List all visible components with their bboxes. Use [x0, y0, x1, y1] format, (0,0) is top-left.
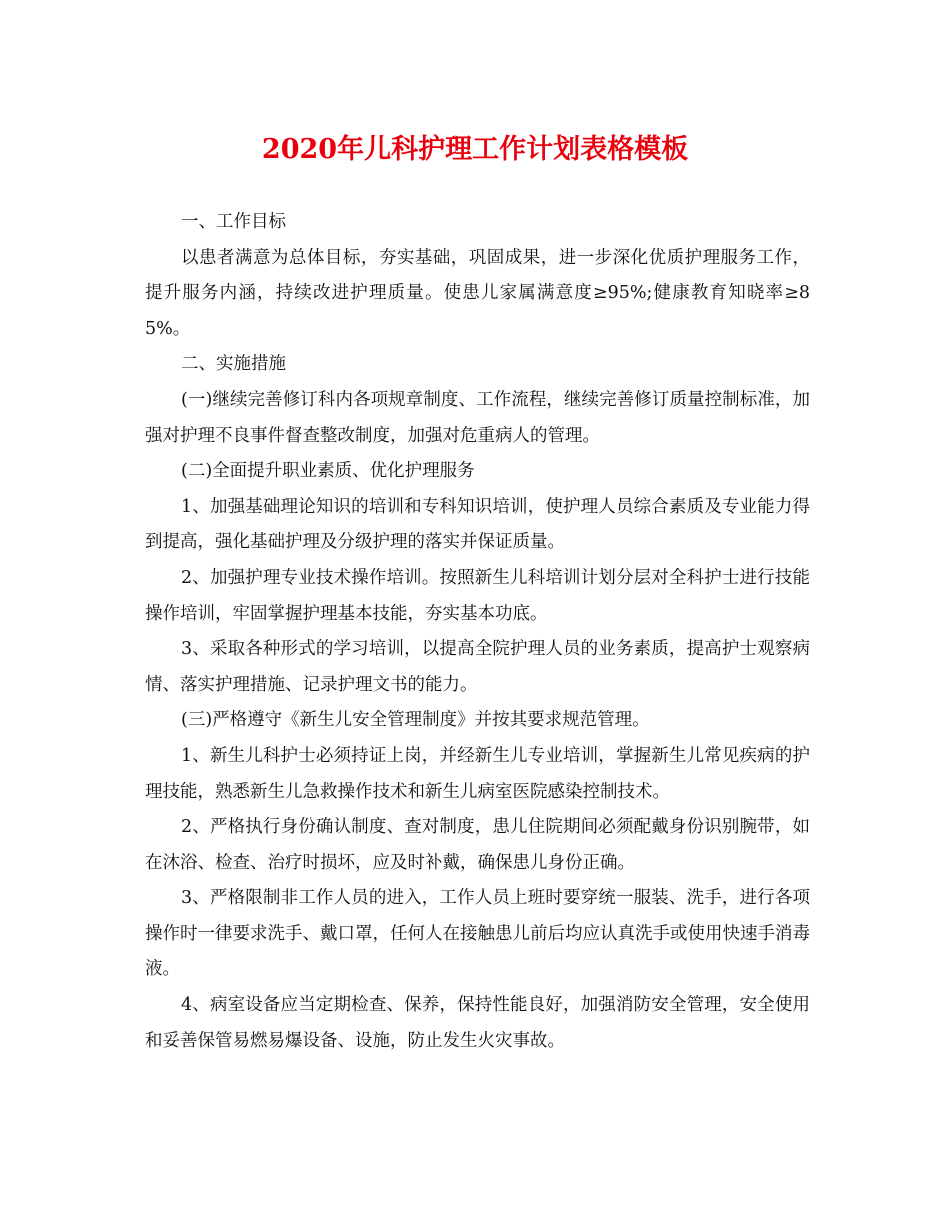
list-item: 2、加强护理专业技术操作培训。按照新生儿科培训计划分层对全科护士进行技能操作培训，牢固掌握护理基本技能，夯实基本功底。 [145, 567, 810, 624]
subsection-heading-3: (三)严格遵守《新生儿安全管理制度》并按其要求规范管理。 [181, 710, 650, 731]
list-item: 3、采取各种形式的学习培训，以提高全院护理人员的业务素质，提高护士观察病情、落实护理措施、记录护理文书的能力。 [145, 639, 810, 695]
list-item: 3、严格限制非工作人员的进入，工作人员上班时要穿统一服装、洗手，进行各项操作时一律要求洗手、戴口罩，任何人在接触患儿前后均应认真洗手或使用快速手消毒液。 [145, 888, 810, 980]
list-item: 4、病室设备应当定期检查、保养，保持性能良好，加强消防安全管理，安全使用和妥善保管易燃易爆设备、设施，防止发生火灾事故。 [145, 995, 810, 1051]
list-item: 2、严格执行身份确认制度、查对制度，患儿住院期间必须配戴身份识别腕带，如在沐浴、检查、治疗时损坏，应及时补戴，确保患儿身份正确。 [145, 817, 810, 873]
document-title: 2020年儿科护理工作计划表格模板 [261, 134, 689, 165]
subsection-heading-2: (二)全面提升职业素质、优化护理服务 [181, 461, 475, 482]
paragraph-goal: 以患者满意为总体目标，夯实基础，巩固成果，进一步深化优质护理服务工作，提升服务内涵，持续改进护理质量。使患儿家属满意度≥95%;健康教育知晓率≥85%。 [145, 247, 810, 339]
list-item: 1、加强基础理论知识的培训和专科知识培训，使护理人员综合素质及专业能力得到提高，强化基础护理及分级护理的落实并保证质量。 [145, 496, 810, 553]
document-body [145, 205, 810, 1059]
section-heading-goal: 一、工作目标 [181, 212, 286, 232]
paragraph-measure-1: (一)继续完善修订科内各项规章制度、工作流程，继续完善修订质量控制标准，加强对护理不良事件督查整改制度，加强对危重病人的管理。 [145, 389, 810, 446]
list-item: 1、新生儿科护士必须持证上岗，并经新生儿专业培训，掌握新生儿常见疾病的护理技能，熟悉新生儿急救操作技术和新生儿病室医院感染控制技术。 [145, 745, 810, 802]
section-heading-measures: 二、实施措施 [181, 354, 286, 375]
